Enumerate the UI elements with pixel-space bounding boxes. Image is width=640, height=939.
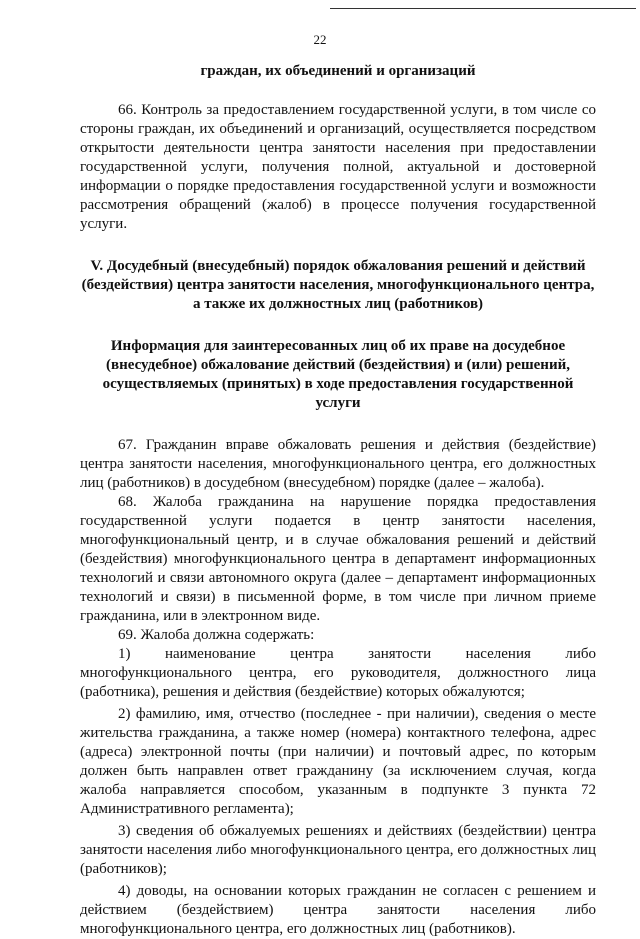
section-5-title: V. Досудебный (внесудебный) порядок обжалования решений и действий (бездействия) центра занятости населения, многофункционального центра, а также их должностных лиц (работников) [81,258,595,312]
paragraph-69-3: 3) сведения об обжалуемых решениях и действиях (бездействии) центра занятости населения либо многофункционального центра, его должностных лиц (работников); [80,823,596,877]
paragraph-69-2: 2) фамилию, имя, отчество (последнее - при наличии), сведения о месте жительства гражданина, а также номер (номера) контактного телефона, адрес (адреса) электронной почты (при наличии) и почтовый адрес, по которым должен быть направлен ответ гражданину (за исключением случая, когда жалоба направляется способом, указанным в подпункте 3 пункта 72 Административного регламента); [80,706,596,817]
paragraph-69: 69. Жалоба должна содержать: [118,627,315,643]
paragraph-69-1: 1) наименование центра занятости населения либо многофункционального центра, его руководителя, должностного лица (работника), решения и действия (бездействие) которых обжалуются; [80,646,596,700]
document-body [80,62,596,939]
top-rule [330,8,636,9]
paragraph-68: 68. Жалоба гражданина на нарушение порядка предоставления государственной услуги подается в центр занятости населения, многофункциональный центр, и в случае обжалования решений и действий (бездействия) многофункционального центра в департамент информационных технологий и связи автономного округа (далее – департамент информационных технологий и связи) в письменной форме, в том числе при личном приеме гражданина, или в электронном виде. [80,494,596,624]
paragraph-69-4: 4) доводы, на основании которых гражданин не согласен с решением и действием (бездействием) центра занятости населения либо многофункционального центра, его должностных лиц (работников). [80,883,596,937]
page-number: 22 [313,32,327,47]
paragraph-67: 67. Гражданин вправе обжаловать решения и действия (бездействие) центра занятости населения, многофункционального центра, его должностных лиц (работников) в досудебном (внесудебном) порядке (далее – жалоба). [80,437,596,491]
heading-tail: граждан, их объединений и организаций [200,63,476,79]
paragraph-66: 66. Контроль за предоставлением государственной услуги, в том числе со стороны граждан, их объединений и организаций, осуществляется посредством открытости деятельности центра занятости населения при предоставлении государственной услуги, получения полной, актуальной и достоверной информации о порядке предоставления государственной услуги и возможности рассмотрения обращений (жалоб) в процессе получения государственной услуги. [80,102,596,232]
info-title: Информация для заинтересованных лиц об их праве на досудебное (внесудебное) обжалование действий (бездействия) и (или) решений, осуществляемых (принятых) в ходе предоставления государственной услуги [102,338,574,411]
